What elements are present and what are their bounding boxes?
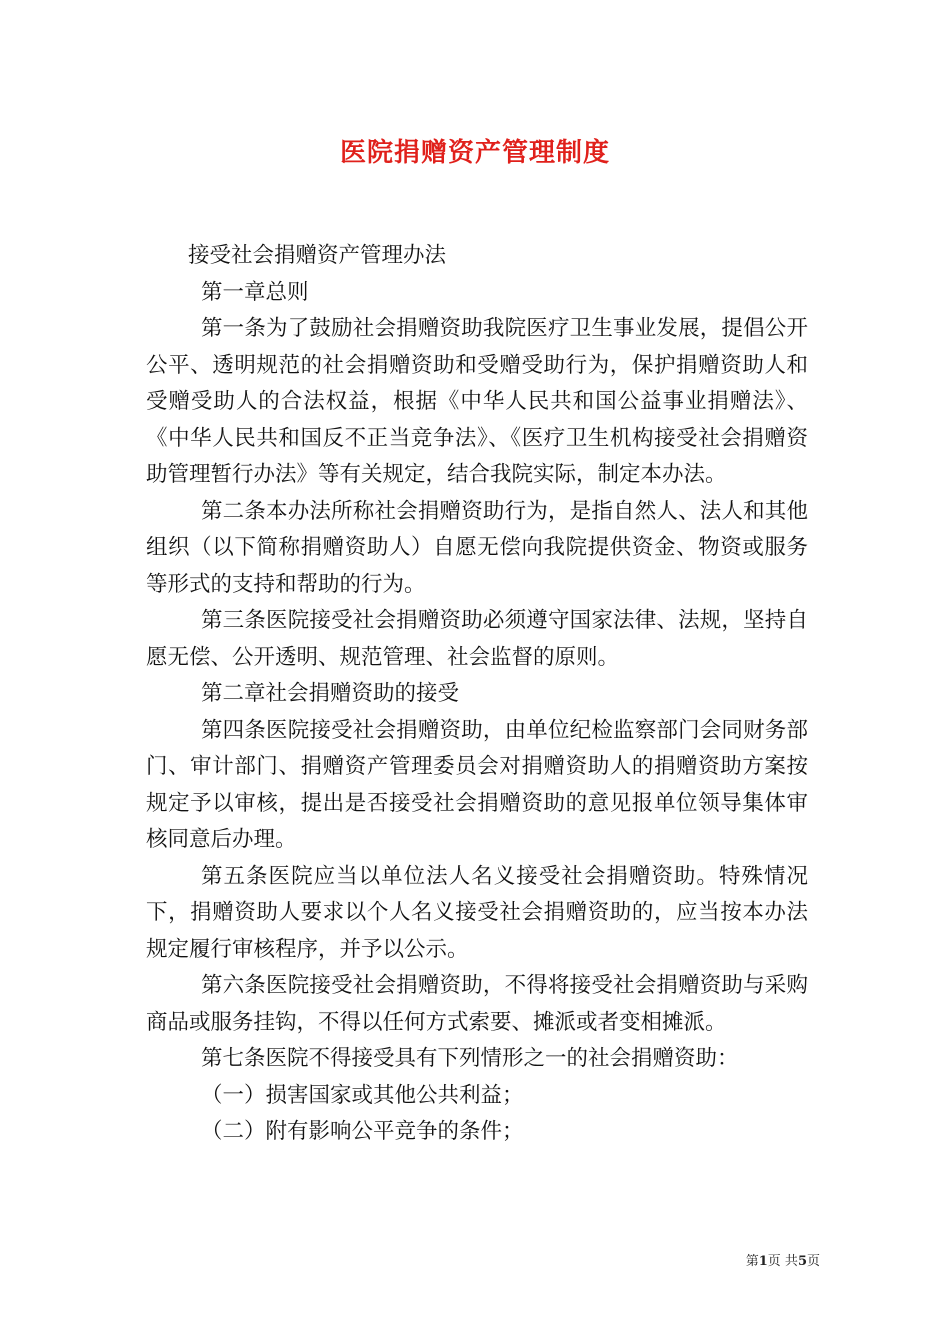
footer-suffix: 页 bbox=[806, 1254, 820, 1269]
footer-total-pages: 5 bbox=[797, 1254, 807, 1269]
article-3: 第三条医院接受社会捐赠资助必须遵守国家法律、法规，坚持自愿无偿、公开透明、规范管理、社会监督的原则。 bbox=[146, 608, 808, 670]
document-subtitle: 接受社会捐赠资产管理办法 bbox=[188, 243, 447, 268]
chapter-heading-2: 第二章社会捐赠资助的接受 bbox=[201, 681, 460, 706]
document-title: 医院捐赠资产管理制度 bbox=[339, 138, 610, 168]
chapter-heading-1: 第一章总则 bbox=[201, 279, 309, 305]
list-item-2: （二）附有影响公平竞争的条件； bbox=[201, 1119, 524, 1144]
article-1: 第一条为了鼓励社会捐赠资助我院医疗卫生事业发展，提倡公开公平、透明规范的社会捐赠资助和受赠受助行为，保护捐赠资助人和受赠受助人的合法权益，根据《中华人民共和国公益事业捐赠法》、《中华人民共和国反不正当竞争法》、《医疗卫生机构接受社会捐赠资助管理暂行办法》等有关规定，结合我院实际，制定本办法。 bbox=[146, 316, 808, 487]
footer-middle: 页 共 bbox=[767, 1254, 798, 1269]
article-4: 第四条医院接受社会捐赠资助，由单位纪检监察部门会同财务部门、审计部门、捐赠资产管理委员会对捐赠资助人的捐赠资助方案按规定予以审核，提出是否接受社会捐赠资助的意见报单位领导集体审核同意后办理。 bbox=[146, 717, 808, 852]
page-number-footer bbox=[700, 1250, 820, 1269]
document-body bbox=[146, 238, 808, 1151]
article-7: 第七条医院不得接受具有下列情形之一的社会捐赠资助： bbox=[201, 1046, 739, 1071]
article-2: 第二条本办法所称社会捐赠资助行为，是指自然人、法人和其他组织（以下简称捐赠资助人）自愿无偿向我院提供资金、物资或服务等形式的支持和帮助的行为。 bbox=[146, 498, 808, 597]
footer-page-number: 1 bbox=[758, 1254, 768, 1269]
article-6: 第六条医院接受社会捐赠资助，不得将接受社会捐赠资助与采购商品或服务挂钩，不得以任何方式索要、摊派或者变相摊派。 bbox=[146, 973, 808, 1035]
list-item-1: （一）损害国家或其他公共利益； bbox=[201, 1082, 524, 1108]
article-5: 第五条医院应当以单位法人名义接受社会捐赠资助。特殊情况下，捐赠资助人要求以个人名义接受社会捐赠资助的，应当按本办法规定履行审核程序，并予以公示。 bbox=[146, 863, 808, 962]
footer-prefix: 第 bbox=[745, 1254, 759, 1269]
